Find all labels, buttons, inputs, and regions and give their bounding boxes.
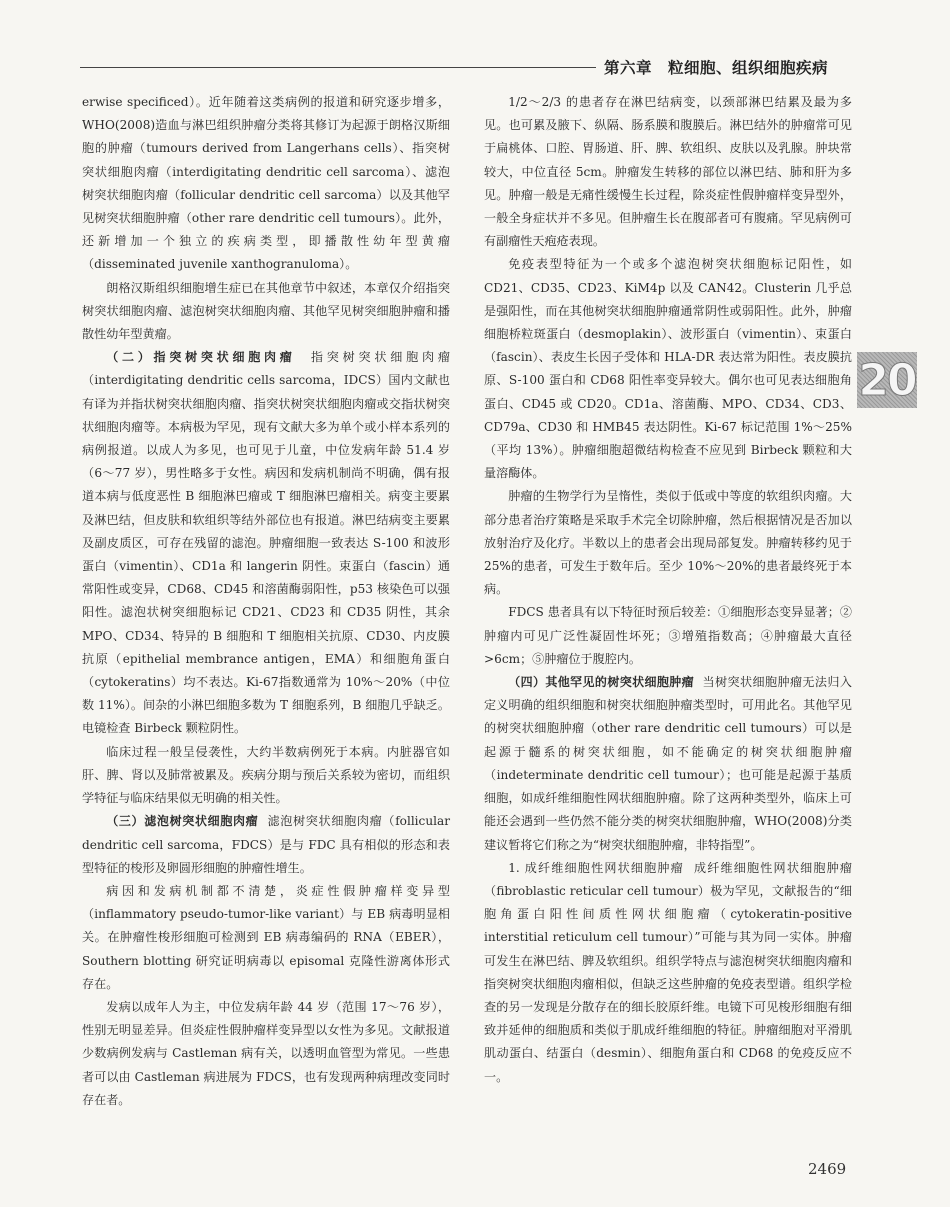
section-paragraph [484,671,852,857]
paragraph: 发病以成年人为主，中位发病年龄 44 岁（范围 17～76 岁），性别无明显差异。但炎症性假肿瘤样变异型以女性为多见。文献报道少数病例发病与 Castleman 病有关，以透明血管型为常见。一些患者可以由 Castleman 病进展为 FDCS，也有发现两种病理改变同时存在者。 [82,999,450,1107]
section-heading: （三）滤泡树突状细胞肉瘤 [106,814,259,829]
subsection-heading: 1. 成纤维细胞性网状细胞肿瘤 [508,860,684,875]
chapter-number: 20 [858,354,916,406]
section-heading: （四）其他罕见的树突状细胞肿瘤 [508,675,695,690]
subsection-paragraph [484,857,852,1089]
section-text: 指突树突状细胞肉瘤（interdigitating dendritic cells sarcoma，IDCS）国内文献也有译为并指状树突状细胞肉瘤、指突状树突状细胞肉瘤或交指状树突状细胞肉瘤等。本病极为罕见，现有文献大多为单个或小样本系列的病例报道。以成人为多见，也可见于儿童，中位发病年龄 51.4 岁（6～77 岁），男性略多于女性。病因和发病机制尚不明确，偶有报道本病与低度恶性 B 细胞淋巴瘤或 T 细胞淋巴瘤相关。病变主要累及淋巴结，但皮肤和软组织等结外部位也有报道。淋巴结病变主要累及副皮质区，可存在残留的滤泡。肿瘤细胞一致表达 S-100 和波形蛋白（vimentin）、CD1a 和 langerin 阴性。束蛋白（fascin）通常阳性或变异，CD68、CD45 和溶菌酶弱阳性，p53 核染色可以强阳性。滤泡状树突细胞标记 CD21、CD23 和 CD35 阴性，其余 MPO、CD34、特异的 B 细胞和 T 细胞相关抗原、CD30、内皮膜抗原（epithelial membrance antigen，EMA）和细胞角蛋白（cytokeratins）均不表达。Ki-67指数通常为 10%～20%（中位数 11%）。间杂的小淋巴细胞多数为 T 细胞系列，B 细胞几乎缺乏。电镜检查 Birbeck 颗粒阴性。 [82,350,450,736]
paragraph: 1/2～2/3 的患者存在淋巴结病变，以颈部淋巴结累及最为多见。也可累及腋下、纵隔、肠系膜和腹膜后。淋巴结外的肿瘤常可见于扁桃体、口腔、胃肠道、肝、脾、软组织、皮肤以及乳腺。肿块常较大，中位直径 5cm。肿瘤发生转移的部位以淋巴结、肺和肝为多见。肿瘤一般是无痛性缓慢生长过程，除炎症性假肿瘤样变异型外，一般全身症状并不多见。但肿瘤生长在腹部者可有腹痛。罕见病例可有副瘤性天疱疮表现。 [484,95,852,249]
section-text: 滤泡树突状细胞肉瘤（follicular dendritic cell sarcoma，FDCS）是与 FDC 具有相似的形态和表型特征的梭形及卵圆形细胞的肿瘤性增生。 [82,814,450,875]
chapter-header-title: 第六章 粒细胞、组织细胞疾病 [604,59,829,77]
section-paragraph [82,346,450,740]
section-text: 当树突状细胞肿瘤无法归入定义明确的组织细胞和树突状细胞肿瘤类型时，可用此名。其他罕见的树突状细胞肿瘤（other rare dendritic cell tumours）可以是起源于髓系的树突状细胞，如不能确定的树突状细胞肿瘤（indeterminate dendritic cell tumour）；也可能是起源于基质细胞，如成纤维细胞性网状细胞肿瘤。除了这两种类型外，临床上可能还会遇到一些仍然不能分类的树突状细胞肿瘤，WHO(2008)分类建议暂将它们称之为“树突状细胞肿瘤，非特指型”。 [484,675,852,852]
subsection-text: 成纤维细胞性网状细胞肿瘤（fibroblastic reticular cell tumour）极为罕见，文献报告的“细胞角蛋白阳性间质性网状细胞瘤（cytokeratin-positive interstitial reticulum cell tumour）”可能与其为同一实体。肿瘤可发生在淋巴结、脾及软组织。组织学特点与滤泡树突状细胞肉瘤和指突树突状细胞肉瘤相似，但缺乏这些肿瘤的免疫表型谱。组织学检查的另一发现是分散存在的细长胶原纤维。电镜下可见梭形细胞有细致并延伸的细胞质和类似于肌成纤维细胞的特征。肿瘤细胞对平滑肌肌动蛋白、结蛋白（desmin）、细胞角蛋白和 CD68 的免疫反应不一。 [484,860,852,1084]
paragraph: 病因和发病机制都不清楚，炎症性假肿瘤样变异型（inflammatory pseudo-tumor-like variant）与 EB 病毒明显相关。在肿瘤性梭形细胞可检测到 EB 病毒编码的 RNA（EBER），Southern blotting 研究证明病毒以 episomal 克隆性游离体形式存在。 [82,883,450,991]
paragraph: 临床过程一般呈侵袭性，大约半数病例死于本病。内脏器官如肝、脾、肾以及肺常被累及。疾病分期与预后关系较为密切，而组织学特征与临床结果似无明确的相关性。 [82,744,450,806]
paragraph: erwise specificed）。近年随着这类病例的报道和研究逐步增多，WHO(2008)造血与淋巴组织肿瘤分类将其修订为起源于朗格汉斯细胞的肿瘤（tumours derived from Langerhans cells）、指突树突状细胞肉瘤（interdigitating dendritic cell sarcoma）、滤泡树突状细胞肉瘤（follicular dendritic cell sarcoma）以及其他罕见树突状细胞肿瘤（other rare dendritic cell tumours）。此外，还新增加一个独立的疾病类型，即播散性幼年型黄瘤（disseminated juvenile xanthogranuloma）。 [82,95,450,272]
paragraph: 肿瘤的生物学行为呈惰性，类似于低或中等度的软组织肉瘤。大部分患者治疗策略是采取手术完全切除肿瘤，然后根据情况是否加以放射治疗及化疗。半数以上的患者会出现局部复发。肿瘤转移约见于 25%的患者，可发生于数年后。至少 10%～20%的患者最终死于本病。 [484,489,852,597]
left-column [82,91,450,1112]
section-paragraph [82,810,450,880]
section-heading: （二）指突树突状细胞肉瘤 [106,350,296,365]
header-rule [80,67,596,68]
right-column [484,91,852,1089]
chapter-tab [857,352,917,408]
paragraph: 免疫表型特征为一个或多个滤泡树突状细胞标记阳性，如 CD21、CD35、CD23、KiM4p 以及 CAN42。Clusterin 几乎总是强阳性，而在其他树突状细胞肿瘤通常阴性或弱阳性。此外，肿瘤细胞桥粒斑蛋白（desmoplakin）、波形蛋白（vimentin）、束蛋白（fascin）、表皮生长因子受体和 HLA-DR 表达常为阳性。表皮膜抗原、S-100 蛋白和 CD68 阳性率变异较大。偶尔也可见表达细胞角蛋白、CD45 或 CD20。CD1a、溶菌酶、MPO、CD34、CD3、CD79a、CD30 和 HMB45 表达阴性。Ki-67 标记范围 1%～25%（平均 13%）。肿瘤细胞超微结构检查不应见到 Birbeck 颗粒和大量溶酶体。 [484,257,852,481]
page-number: 2469 [808,1160,847,1178]
paragraph: 朗格汉斯组织细胞增生症已在其他章节中叙述，本章仅介绍指突树突状细胞肉瘤、滤泡树突状细胞肉瘤、其他罕见树突细胞肿瘤和播散性幼年型黄瘤。 [82,280,450,342]
paragraph: FDCS 患者具有以下特征时预后较差：①细胞形态变异显著；②肿瘤内可见广泛性凝固性坏死；③增殖指数高；④肿瘤最大直径>6cm；⑤肿瘤位于腹腔内。 [484,605,852,666]
